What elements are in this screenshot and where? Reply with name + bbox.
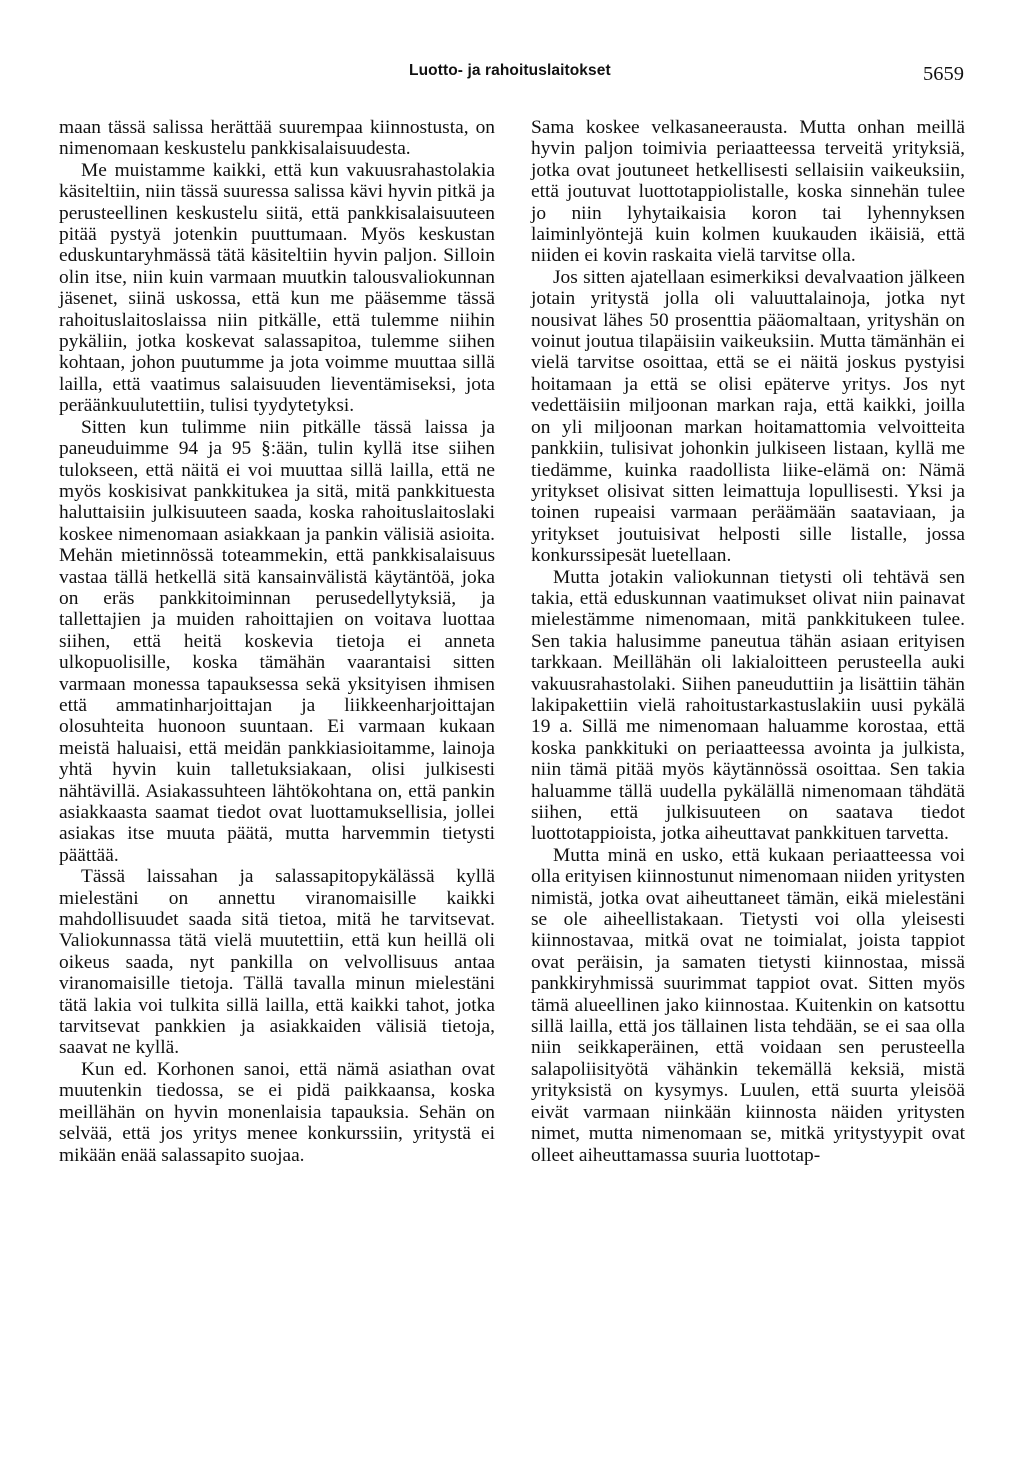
paragraph: Me muistamme kaikki, että kun vakuusrahastolakia käsiteltiin, niin tässä suuressa salissa kävi hyvin pitkä ja perusteellinen keskustelu siitä, että pankkisalaisuuteen pitää pystyä jotenkin puuttumaan. Myös keskustan eduskuntaryhmässä tätä käsiteltiin hyvin paljon. Silloin olin itse, niin kuin varmaan muutkin talousvaliokunnan jäsenet, siinä uskossa, että kun me pääsemme tässä rahoituslaitoslaissa niin pitkälle, että tulemme niihin pykäliin, jotka koskevat salassapitoa, tulemme siihen kohtaan, johon puutumme ja jota voimme muuttaa sillä lailla, että vaatimus salaisuuden lieventämiseksi, jota peräänkuulutettiin, tulisi tyydytetyksi. [59, 159, 495, 417]
running-header-title: Luotto- ja rahoituslaitokset [409, 62, 611, 79]
page-number: 5659 [923, 63, 964, 85]
paragraph: maan tässä salissa herättää suurempaa kiinnostusta, on nimenomaan keskustelu pankkisalaisuudesta. [59, 117, 495, 160]
right-column [531, 117, 965, 1166]
paragraph: Sama koskee velkasaneerausta. Mutta onhan meillä hyvin paljon toimivia periaatteessa terveitä yrityksiä, jotka ovat joutuneet hetkellisesti sellaisiin vaikeuksiin, että joutuvat luottotappiolistalle, koska sinnehän tulee jo niin lyhytaikaisia koron tai lyhennyksen laiminlyöntejä kuin kolmen kuukauden ikäisiä, että niiden ei kovin raskaita vielä tarvitse olla. [531, 117, 965, 267]
paragraph: Jos sitten ajatellaan esimerkiksi devalvaation jälkeen jotain yritystä jolla oli valuuttalainoja, jotka nyt nousivat lähes 50 prosenttia pääomaltaan, yrityshän on voinut joutua tilapäisiin vaikeuksiin. Mutta tämänhän ei vielä tarvitse osoittaa, että se ei näitä joskus pystyisi hoitamaan ja että se olisi epäterve yritys. Jos nyt vedettäisiin miljoonan markan raja, että kaikki, joilla on yli miljoonan markan hoitamattomia velvoitteita pankkiin, tulisivat johonkin julkiseen listaan, kyllä me tiedämme, kuinka raadollista liike-elämä on: Nämä yritykset olisivat sitten leimattuja lopullisesti. Yksi ja toinen rupeaisi varmaan peräämään saataviaan, ja yritykset joutuisivat helposti sille listalle, jossa konkurssipesät luetellaan. [531, 266, 965, 567]
paragraph: Kun ed. Korhonen sanoi, että nämä asiathan ovat muutenkin tiedossa, se ei pidä paikkaansa, koska meillähän on hyvin monenlaisia tapauksia. Sehän on selvää, että jos yritys menee konkurssiin, yritystä ei mikään enää salassapito suojaa. [59, 1058, 495, 1166]
left-column [59, 117, 495, 1166]
paragraph: Mutta minä en usko, että kukaan periaatteessa voi olla erityisen kiinnostunut nimenomaan niiden yritysten nimistä, jotka ovat aiheuttaneet tämän, eikä mielestäni se ole aiheellistakaan. Tietysti voi olla yleisesti kiinnostavaa, mitkä ovat ne toimialat, joista tappiot ovat peräisin, ja samaten tietysti kiinnostaa, missä pankkiryhmissä suurimmat tappiot ovat. Sitten myös tämä alueellinen jako kiinnostaa. Kuitenkin on katsottu sillä lailla, että jos tällainen lista tehdään, se ei saa olla niin seikkaperäinen, että voidaan sen perusteella salapoliisityötä vähänkin tekemällä keksiä, mistä yrityksistä on kysymys. Luulen, että suurta yleisöä eivät varmaan niinkään kiinnosta näiden yritysten nimet, mutta nimenomaan se, mitkä yritystyypit ovat olleet aiheuttamassa suuria luottotap- [531, 844, 965, 1166]
paragraph: Mutta jotakin valiokunnan tietysti oli tehtävä sen takia, että eduskunnan vaatimukset olivat niin painavat mielestämme nimenomaan, mitä pankkitukeen tulee. Sen takia halusimme paneutua tähän asiaan erityisen tarkkaan. Meillähän oli lakialoitteen perusteella auki vakuusrahastolaki. Siihen paneuduttiin ja lisättiin tähän lakipakettiin vielä rahoitustarkastuslakiin uusi pykälä 19 a. Sillä me nimenomaan haluamme korostaa, että koska pankkituki on periaatteessa avointa ja julkista, niin tämä pitää myös käytännössä osoittaa. Sen takia haluamme tällä uudella pykälällä nimenomaan tähdätä siihen, että julkisuuteen on saatava tiedot luottotappioista, jotka aiheuttavat pankkituen tarvetta. [531, 566, 965, 845]
paragraph: Tässä laissahan ja salassapitopykälässä kyllä mielestäni on annettu viranomaisille kaikki mahdollisuudet saada sitä tietoa, mitä he tarvitsevat. Valiokunnassa tätä vielä muutettiin, että kun heillä oli oikeus saada, nyt pankilla on velvollisuus antaa viranomaisille tietoja. Tällä tavalla minun mielestäni tätä lakia voi tulkita sillä lailla, että kaikki tahot, jotka tarvitsevat pankkien ja asiakkaiden välisiä tietoja, saavat ne kyllä. [59, 866, 495, 1059]
page-header [0, 62, 1024, 92]
paragraph: Sitten kun tulimme niin pitkälle tässä laissa ja paneuduimme 94 ja 95 §:ään, tulin kyllä itse siihen tulokseen, että näitä ei voi muuttaa sillä lailla, että ne myös koskisivat pankkitukea ja sitä, mitä pankkituesta haluttaisiin julkisuuteen saada, koska rahoituslaitoslaki koskee nimenomaan asiakkaan ja pankin välisiä asioita. Mehän mietinnössä toteammekin, että pankkisalaisuus vastaa tällä hetkellä sitä kansainvälistä käytäntöä, joka on eräs pankkitoiminnan perusedellytyksiä, ja tallettajien ja muiden rahoittajien on voitava luottaa siihen, että heitä koskevia tietoja ei anneta ulkopuolisille, koska tämähän vaarantaisi sitten varmaan monessa tapauksessa sekä yksityisen ihmisen että ammatinharjoittajan ja liikkeenharjoittajan olosuhteita huonoon suuntaan. Ei varmaan kukaan meistä haluaisi, että meidän pankkiasioitamme, lainoja yhtä hyvin kuin talletuksiakaan, olisi julkisesti nähtävillä. Asiakassuhteen lähtökohtana on, että pankin asiakkaasta saamat tiedot ovat luottamuksellisia, jollei asiakas itse muuta päätä, mutta harvemmin tietysti päättää. [59, 416, 495, 866]
